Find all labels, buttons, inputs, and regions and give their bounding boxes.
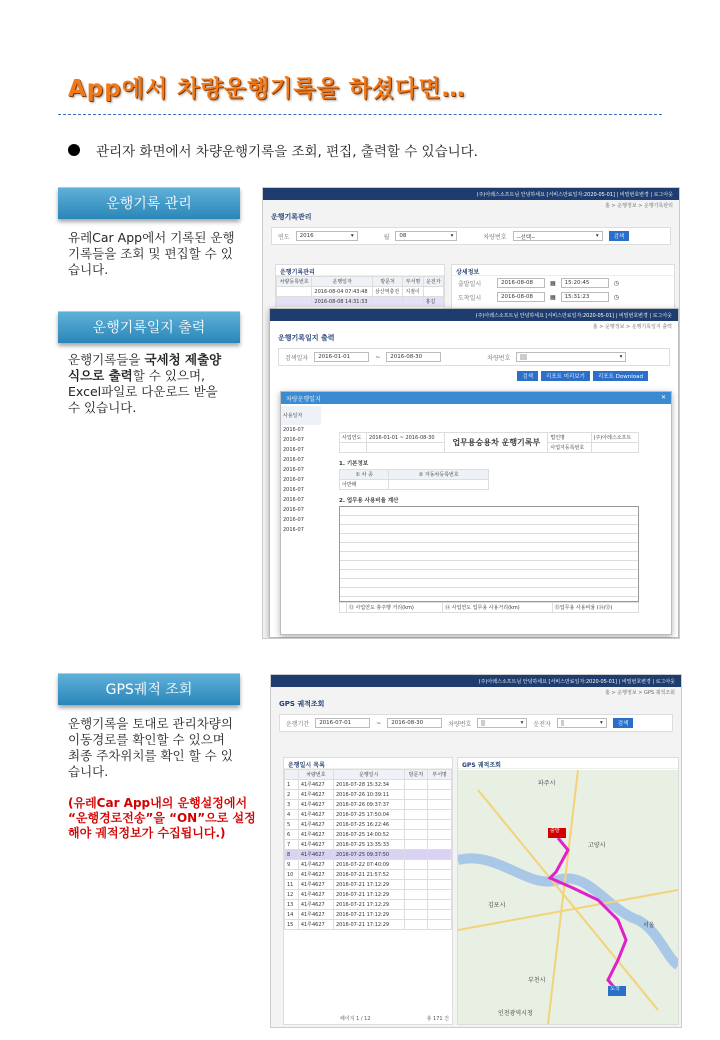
cell: 사업자등록번호 bbox=[548, 443, 591, 453]
map-panel bbox=[457, 757, 679, 1025]
car-value: --선택-- bbox=[516, 235, 536, 241]
cell: 2016-07-28 15:32:34 bbox=[333, 780, 404, 790]
cell: 15 bbox=[285, 920, 299, 930]
cell bbox=[372, 297, 402, 307]
cell: 2016-07-21 17:12:29 bbox=[333, 910, 404, 920]
from-value: 2016-07-01 bbox=[319, 720, 352, 726]
table-row[interactable] bbox=[285, 860, 452, 870]
cell: 41루4627 bbox=[298, 800, 333, 810]
cell: 2016-07-22 07:40:09 bbox=[333, 860, 404, 870]
th: 방문처 bbox=[404, 770, 428, 780]
side-list bbox=[281, 406, 321, 535]
cell bbox=[428, 910, 452, 920]
cell: ⑬ 사업연도 총주행 거리(km) bbox=[346, 603, 442, 613]
cell: 2016-07-25 14:00:52 bbox=[333, 830, 404, 840]
record-table bbox=[276, 276, 444, 307]
start-label: 출발 bbox=[550, 828, 560, 834]
th: 운행일자 bbox=[312, 277, 373, 287]
table-row[interactable] bbox=[285, 810, 452, 820]
year-label: 연도 bbox=[278, 233, 290, 241]
cell: 41루4627 bbox=[298, 870, 333, 880]
pager bbox=[284, 1015, 452, 1022]
side-row[interactable]: 2016-07 bbox=[283, 427, 304, 433]
calendar-icon[interactable]: ▦ bbox=[550, 293, 556, 301]
cell bbox=[404, 860, 428, 870]
table-row[interactable] bbox=[285, 910, 452, 920]
cell bbox=[428, 850, 452, 860]
cell bbox=[404, 790, 428, 800]
breadcrumb: 홈 > 운행정보 > 운행기록관리 bbox=[605, 203, 673, 209]
range-sep: ~ bbox=[375, 353, 381, 361]
cell: 2016-07-26 10:39:11 bbox=[333, 790, 404, 800]
cell bbox=[404, 900, 428, 910]
cell: 사업연도 bbox=[340, 433, 367, 443]
cell bbox=[404, 880, 428, 890]
summary-table bbox=[339, 602, 639, 613]
car-label: 차량번호 bbox=[487, 354, 511, 362]
table-row[interactable] bbox=[285, 780, 452, 790]
side-row[interactable]: 2016-07 bbox=[283, 517, 304, 523]
month-select[interactable] bbox=[395, 231, 457, 241]
download-button[interactable]: 리포트 Download bbox=[593, 371, 648, 381]
table-row bbox=[340, 480, 489, 490]
cell bbox=[428, 890, 452, 900]
cell: 지점이 bbox=[403, 287, 423, 297]
th: 부서명 bbox=[428, 770, 452, 780]
table-row[interactable] bbox=[285, 830, 452, 840]
section-label-log-print: 운행기록일지 출력 bbox=[58, 311, 240, 343]
cell bbox=[428, 900, 452, 910]
section-label-record-manage: 운행기록 관리 bbox=[58, 187, 240, 219]
caret-icon: ▾ bbox=[619, 354, 623, 360]
cell: 2016-07-25 17:50:04 bbox=[333, 810, 404, 820]
cell bbox=[428, 830, 452, 840]
table-row[interactable] bbox=[277, 297, 444, 307]
side-row[interactable]: 2016-07 bbox=[283, 487, 304, 493]
caret-icon: ▾ bbox=[350, 233, 354, 239]
cell: 7 bbox=[285, 840, 299, 850]
side-row[interactable]: 2016-07 bbox=[283, 447, 304, 453]
cell bbox=[404, 890, 428, 900]
map-label: 부천시 bbox=[528, 977, 546, 984]
screenshot-gps bbox=[270, 674, 682, 1028]
month-value: 08 bbox=[399, 233, 407, 239]
time-value: 15:31:23 bbox=[564, 294, 590, 300]
calendar-icon[interactable]: ▦ bbox=[550, 279, 556, 287]
basic-info-table bbox=[339, 469, 489, 490]
side-header: 사용일자 bbox=[281, 406, 321, 425]
period-label: 운행기간 bbox=[286, 720, 310, 728]
intro-text: 관리자 화면에서 차량운행기록을 조회, 편집, 출력할 수 있습니다. bbox=[96, 144, 478, 160]
bullet-icon bbox=[68, 144, 80, 156]
cell: 13 bbox=[285, 900, 299, 910]
to-value: 2016-08-30 bbox=[390, 354, 423, 360]
detail-panel bbox=[451, 264, 675, 314]
page-title: App에서 차량운행기록을 하셨다면… bbox=[68, 76, 466, 102]
cell: 8 bbox=[285, 850, 299, 860]
date-value: 2016-08-08 bbox=[501, 280, 533, 286]
detail-row bbox=[452, 276, 674, 290]
table-row bbox=[340, 603, 639, 613]
breadcrumb: 홈 > 운행정보 > GPS 궤적조회 bbox=[605, 690, 675, 696]
section-note-gps: (유레Car App내의 운행설정에서 “운행경로전송”을 “ON”으로 설정해야 궤적정보가 수집됩니다.) bbox=[68, 796, 256, 840]
th: 운전자 bbox=[423, 277, 443, 287]
gps-map[interactable] bbox=[458, 770, 678, 1024]
cell: 2016-08-04 07:43:48 bbox=[312, 287, 373, 297]
cell bbox=[277, 287, 312, 297]
table-row[interactable] bbox=[285, 790, 452, 800]
screenshot-record-manage bbox=[262, 187, 680, 639]
road bbox=[548, 770, 578, 1024]
map-label: 파주시 bbox=[538, 780, 556, 787]
cell: 41루4627 bbox=[298, 830, 333, 840]
desc-bold: 국세청 제출양식으로 출력 bbox=[68, 352, 222, 383]
desc-part: 운행기록들을 bbox=[68, 352, 145, 367]
table-row[interactable] bbox=[277, 287, 444, 297]
cell: 12 bbox=[285, 890, 299, 900]
cell: 14 bbox=[285, 910, 299, 920]
table-header bbox=[285, 770, 452, 780]
table-row bbox=[340, 470, 489, 480]
cell: ⑮업무용 사용비율 (⑭/⑬) bbox=[552, 603, 638, 613]
cell: ⑭ 사업연도 업무용 사용거리(km) bbox=[443, 603, 553, 613]
cell bbox=[404, 920, 428, 930]
map-svg bbox=[458, 770, 678, 1024]
preview-button[interactable]: 리포트 미리보기 bbox=[541, 371, 590, 381]
pager-text[interactable]: 페이지 1 / 12 bbox=[340, 1016, 371, 1022]
car-select[interactable] bbox=[477, 718, 527, 728]
panel-heading: 운행일시 목록 bbox=[284, 758, 452, 769]
caret-icon: ▾ bbox=[520, 720, 524, 726]
cell bbox=[428, 870, 452, 880]
action-buttons bbox=[270, 369, 678, 383]
cell: 41루4627 bbox=[298, 840, 333, 850]
cell: 6 bbox=[285, 830, 299, 840]
cell bbox=[404, 910, 428, 920]
year-select[interactable] bbox=[296, 231, 358, 241]
side-row[interactable]: 2016-07 bbox=[283, 467, 304, 473]
caret-icon: ▾ bbox=[595, 233, 599, 239]
side-row[interactable]: 2016-07 bbox=[283, 497, 304, 503]
th: 부서명 bbox=[403, 277, 423, 287]
cell bbox=[404, 840, 428, 850]
filter-bar bbox=[279, 714, 673, 732]
date-value: 2016-08-08 bbox=[501, 294, 533, 300]
cell: 4 bbox=[285, 810, 299, 820]
doc-header-table bbox=[339, 432, 639, 453]
side-row[interactable]: 2016-07 bbox=[283, 437, 304, 443]
th: 운행일시 bbox=[333, 770, 404, 780]
search-button[interactable]: 검색 bbox=[613, 718, 634, 728]
doc-title: 업무용승용차 운행기록부 bbox=[445, 433, 548, 453]
river bbox=[458, 858, 678, 965]
table-row[interactable] bbox=[285, 880, 452, 890]
cell: 2016-07-21 17:12:29 bbox=[333, 880, 404, 890]
cell bbox=[340, 603, 347, 613]
cell bbox=[423, 287, 443, 297]
section-desc-record-manage: 유레Car App에서 기록된 운행기록들을 조회 및 편집할 수 있습니다. bbox=[68, 230, 235, 277]
cell bbox=[404, 810, 428, 820]
cell: 41루4627 bbox=[298, 890, 333, 900]
desc-part: 할 수 있으며, Excel파일로 다운로드 받을 수 있습니다. bbox=[68, 368, 218, 415]
cell: 41루4627 bbox=[298, 850, 333, 860]
blurred-value bbox=[481, 720, 485, 726]
caret-icon: ▾ bbox=[600, 720, 603, 726]
cell bbox=[428, 860, 452, 870]
search-button[interactable]: 검색 bbox=[517, 371, 538, 381]
detail-label: 도착일시 bbox=[458, 294, 482, 302]
th bbox=[285, 770, 299, 780]
drive-list-panel bbox=[283, 757, 453, 1025]
cell bbox=[428, 880, 452, 890]
cell bbox=[367, 443, 445, 453]
table-row[interactable] bbox=[285, 820, 452, 830]
section-desc-gps: 운행기록을 토대로 관리차량의 이동경로를 확인할 수 있으며 최종 주차위치를 확인 할 수 있습니다. bbox=[68, 716, 233, 779]
page-heading: 운행기록관리 bbox=[271, 213, 312, 221]
cell: 2016-01-01 ~ 2016-08-30 bbox=[367, 433, 445, 443]
table-row bbox=[340, 433, 639, 443]
clock-icon[interactable]: ◷ bbox=[613, 293, 619, 301]
cell: 2016-07-25 09:37:50 bbox=[333, 850, 404, 860]
cell: 10 bbox=[285, 870, 299, 880]
filter-bar bbox=[271, 227, 671, 245]
drive-table bbox=[284, 769, 452, 930]
side-row[interactable]: 2016-07 bbox=[283, 457, 304, 463]
cell bbox=[428, 780, 452, 790]
table-row[interactable] bbox=[285, 870, 452, 880]
cell: 삼산역충전 bbox=[372, 287, 402, 297]
cell: 5 bbox=[285, 820, 299, 830]
cell bbox=[404, 820, 428, 830]
panel-heading: 운행기록관리 bbox=[276, 265, 444, 276]
cell: 41루4627 bbox=[298, 920, 333, 930]
panel-heading: 상세정보 bbox=[452, 265, 674, 276]
report-document bbox=[339, 432, 639, 613]
side-row[interactable]: 2016-07 bbox=[283, 527, 304, 533]
blurred-value bbox=[561, 720, 565, 726]
report-modal bbox=[280, 391, 672, 635]
cell: 2016-07-26 09:37:37 bbox=[333, 800, 404, 810]
table-row[interactable] bbox=[285, 920, 452, 930]
record-list-panel bbox=[275, 264, 445, 314]
cell bbox=[277, 297, 312, 307]
cell: 41루4627 bbox=[298, 880, 333, 890]
cell bbox=[428, 810, 452, 820]
side-row[interactable]: 2016-07 bbox=[283, 507, 304, 513]
map-label: 서울 bbox=[643, 922, 655, 929]
modal-title: 차량운행일지 bbox=[286, 396, 321, 403]
cell bbox=[591, 443, 639, 453]
cell bbox=[428, 800, 452, 810]
cell: 홍길 bbox=[423, 297, 443, 307]
panel-heading: GPS 궤적조회 bbox=[458, 758, 678, 769]
from-date[interactable] bbox=[314, 352, 369, 362]
cell bbox=[404, 800, 428, 810]
filter-bar bbox=[278, 348, 670, 366]
cell: 41루4627 bbox=[298, 910, 333, 920]
screenshot-log-print bbox=[269, 308, 679, 638]
title-divider bbox=[58, 114, 662, 115]
table-row[interactable] bbox=[285, 900, 452, 910]
table-row[interactable] bbox=[285, 840, 452, 850]
end-label: 도착 bbox=[610, 986, 620, 992]
car-select[interactable] bbox=[513, 231, 603, 241]
side-row[interactable]: 2016-07 bbox=[283, 477, 304, 483]
cell: 1 bbox=[285, 780, 299, 790]
section-desc-log-print bbox=[68, 352, 233, 416]
section-label-gps: GPS궤적 조회 bbox=[58, 673, 240, 705]
close-icon[interactable]: ✕ bbox=[660, 394, 666, 401]
cell bbox=[404, 830, 428, 840]
date-input[interactable] bbox=[497, 292, 545, 302]
driver-label: 운전자 bbox=[533, 720, 551, 728]
top-bar: (주)아레스소프트님 안녕하세요 [서비스만료일자:2020-05-01] | 비밀번호변경 | 로그아웃 bbox=[271, 675, 681, 687]
cell bbox=[428, 790, 452, 800]
cell bbox=[404, 870, 428, 880]
th: ② 자동차등록번호 bbox=[389, 470, 489, 480]
time-value: 15:20:45 bbox=[564, 280, 590, 286]
cell: 41루4627 bbox=[298, 820, 333, 830]
range-sep: ~ bbox=[376, 719, 382, 727]
from-value: 2016-01-01 bbox=[318, 354, 351, 360]
doc-section: 2. 업무용 사용비율 계산 bbox=[339, 498, 399, 504]
cell: 41루4627 bbox=[298, 900, 333, 910]
cell bbox=[403, 297, 423, 307]
cell: 41루4627 bbox=[298, 810, 333, 820]
page-heading: GPS 궤적조회 bbox=[279, 700, 325, 708]
cell bbox=[428, 820, 452, 830]
cell: 41루4627 bbox=[298, 860, 333, 870]
cell: (주)아레스소프트 bbox=[591, 433, 639, 443]
cell: 2016-07-21 17:12:29 bbox=[333, 890, 404, 900]
map-label: 인천광역시청 bbox=[498, 1010, 533, 1017]
cell: 11 bbox=[285, 880, 299, 890]
cell: 2016-07-25 16:22:46 bbox=[333, 820, 404, 830]
cell: 2016-07-21 21:57:52 bbox=[333, 870, 404, 880]
th: 방문처 bbox=[372, 277, 402, 287]
map-label: 고양시 bbox=[588, 842, 606, 849]
cell: 2 bbox=[285, 790, 299, 800]
modal-header bbox=[281, 392, 671, 404]
cell: 9 bbox=[285, 860, 299, 870]
table-row[interactable] bbox=[285, 800, 452, 810]
car-label: 차량번호 bbox=[483, 233, 507, 241]
to-date[interactable] bbox=[386, 352, 441, 362]
period-label: 검색일자 bbox=[285, 354, 309, 362]
table-header bbox=[277, 277, 444, 287]
from-date[interactable] bbox=[315, 718, 370, 728]
cell bbox=[389, 480, 489, 490]
car-select[interactable] bbox=[516, 352, 626, 362]
cell: 41루4627 bbox=[298, 790, 333, 800]
caret-icon: ▾ bbox=[450, 233, 454, 239]
pager-total: 총 171 건 bbox=[426, 1016, 449, 1022]
car-label: 차량번호 bbox=[448, 720, 472, 728]
th: 차량등록번호 bbox=[277, 277, 312, 287]
top-bar: (주)아레스소프트님 안녕하세요 [서비스만료일자:2020-05-01] | 비밀번호변경 | 로그아웃 bbox=[263, 188, 679, 200]
page-heading: 운행기록일지 출력 bbox=[278, 334, 335, 342]
detail-label: 출발일시 bbox=[458, 280, 482, 288]
cell bbox=[404, 780, 428, 790]
map-label: 김포시 bbox=[488, 902, 506, 909]
time-input[interactable] bbox=[561, 278, 609, 288]
cell: 법인명 bbox=[548, 433, 591, 443]
cell: 2016-07-21 17:12:29 bbox=[333, 920, 404, 930]
driver-select[interactable] bbox=[557, 718, 607, 728]
year-value: 2016 bbox=[299, 233, 314, 239]
table-row[interactable] bbox=[285, 890, 452, 900]
detail-row bbox=[452, 290, 674, 304]
cell: 3 bbox=[285, 800, 299, 810]
th: 차량번호 bbox=[298, 770, 333, 780]
date-input[interactable] bbox=[497, 278, 545, 288]
time-input[interactable] bbox=[561, 292, 609, 302]
cell bbox=[428, 840, 452, 850]
doc-section: 1. 기본정보 bbox=[339, 461, 369, 467]
cell: 아반떼 bbox=[340, 480, 389, 490]
breadcrumb: 홈 > 운행정보 > 운행기록일지 출력 bbox=[592, 324, 672, 330]
table-row[interactable] bbox=[285, 850, 452, 860]
th: ① 차 종 bbox=[340, 470, 389, 480]
usage-table bbox=[339, 506, 639, 602]
month-label: 월 bbox=[383, 233, 390, 241]
cell bbox=[340, 443, 367, 453]
search-button[interactable]: 검색 bbox=[609, 231, 630, 241]
to-value: 2016-08-30 bbox=[391, 720, 424, 726]
blurred-value bbox=[520, 354, 527, 360]
cell bbox=[428, 920, 452, 930]
cell: 2016-08-08 14:31:33 bbox=[312, 297, 373, 307]
clock-icon[interactable]: ◷ bbox=[613, 279, 619, 287]
cell: 2016-07-25 13:35:33 bbox=[333, 840, 404, 850]
cell: 41루4627 bbox=[298, 780, 333, 790]
to-date[interactable] bbox=[387, 718, 442, 728]
top-bar: (주)아레스소프트님 안녕하세요 [서비스만료일자:2020-05-01] | 비밀번호변경 | 로그아웃 bbox=[270, 309, 678, 321]
cell bbox=[404, 850, 428, 860]
cell: 2016-07-21 17:12:29 bbox=[333, 900, 404, 910]
